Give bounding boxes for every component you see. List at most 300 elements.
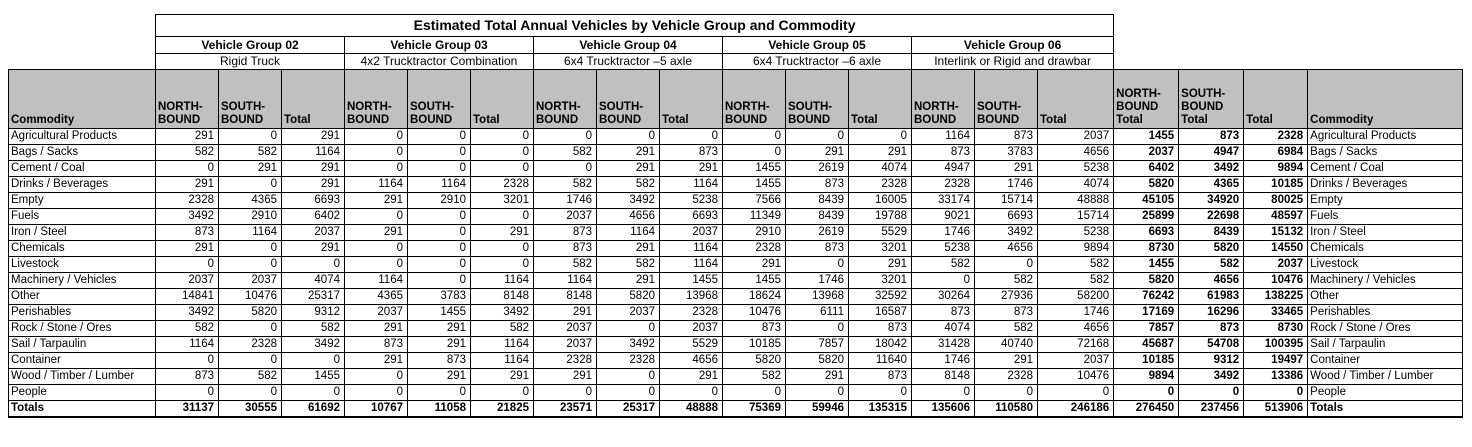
value-cell: 3783 [975, 145, 1038, 161]
table-row [9, 353, 1463, 369]
value-cell: 237456 [1179, 401, 1244, 418]
value-cell: 0 [471, 129, 534, 145]
value-cell: 7857 [1114, 321, 1179, 337]
value-cell: 582 [156, 145, 219, 161]
table-row [9, 129, 1463, 145]
value-cell: 0 [912, 385, 975, 401]
value-cell: 291 [219, 161, 282, 177]
value-cell: 19497 [1244, 353, 1308, 369]
value-cell: 2910 [219, 209, 282, 225]
value-cell: 1455 [408, 305, 471, 321]
value-cell: 0 [345, 145, 408, 161]
value-cell: 0 [408, 161, 471, 177]
value-cell: 6693 [975, 209, 1038, 225]
g06-northbound-header: NORTH-BOUND [912, 70, 975, 129]
value-cell: 9894 [1038, 241, 1114, 257]
value-cell: 0 [408, 273, 471, 289]
value-cell: 2328 [534, 353, 597, 369]
value-cell: 8439 [786, 209, 849, 225]
group-04-subtitle: 6x4 Trucktractor –5 axle [534, 54, 723, 70]
value-cell: 75369 [723, 401, 786, 418]
value-cell: 291 [282, 177, 345, 193]
commodity-cell-right: People [1308, 385, 1463, 401]
value-cell: 582 [975, 321, 1038, 337]
value-cell: 59946 [786, 401, 849, 418]
value-cell: 1746 [786, 273, 849, 289]
value-cell: 291 [156, 241, 219, 257]
value-cell: 0 [912, 273, 975, 289]
value-cell: 30555 [219, 401, 282, 418]
value-cell: 1746 [1038, 305, 1114, 321]
value-cell: 0 [156, 385, 219, 401]
value-cell: 582 [534, 145, 597, 161]
value-cell: 582 [1038, 273, 1114, 289]
value-cell: 873 [786, 241, 849, 257]
value-cell: 873 [1179, 321, 1244, 337]
value-cell: 0 [471, 385, 534, 401]
value-cell: 0 [471, 145, 534, 161]
value-cell: 2037 [597, 305, 660, 321]
value-cell: 582 [597, 257, 660, 273]
value-cell: 10476 [219, 289, 282, 305]
value-cell: 0 [219, 353, 282, 369]
value-cell: 3201 [471, 193, 534, 209]
value-cell: 40740 [975, 337, 1038, 353]
value-cell: 291 [408, 337, 471, 353]
g02-southbound-header: SOUTH-BOUND [219, 70, 282, 129]
g04-northbound-header: NORTH-BOUND [534, 70, 597, 129]
value-cell: 10185 [1114, 353, 1179, 369]
value-cell: 3492 [156, 305, 219, 321]
value-cell: 1164 [282, 145, 345, 161]
value-cell: 14550 [1244, 241, 1308, 257]
value-cell: 2037 [1114, 145, 1179, 161]
value-cell: 19788 [849, 209, 912, 225]
group-02-subtitle: Rigid Truck [156, 54, 345, 70]
value-cell: 22698 [1179, 209, 1244, 225]
value-cell: 2037 [1244, 257, 1308, 273]
table-row [9, 177, 1463, 193]
value-cell: 5820 [219, 305, 282, 321]
value-cell: 2328 [471, 177, 534, 193]
value-cell: 0 [723, 145, 786, 161]
value-cell: 0 [345, 385, 408, 401]
table-row [9, 257, 1463, 273]
g05-northbound-header: NORTH-BOUND [723, 70, 786, 129]
value-cell: 0 [849, 385, 912, 401]
value-cell: 2037 [660, 321, 723, 337]
value-cell: 246186 [1038, 401, 1114, 418]
value-cell: 0 [471, 209, 534, 225]
value-cell: 2037 [1038, 129, 1114, 145]
value-cell: 5820 [786, 353, 849, 369]
value-cell: 4365 [345, 289, 408, 305]
value-cell: 291 [975, 353, 1038, 369]
value-cell: 582 [1179, 257, 1244, 273]
totals-row [9, 401, 1463, 418]
value-cell: 6693 [282, 193, 345, 209]
value-cell: 2619 [786, 225, 849, 241]
value-cell: 1164 [156, 337, 219, 353]
value-cell: 21825 [471, 401, 534, 418]
value-cell: 3783 [408, 289, 471, 305]
commodity-cell-left: Perishables [9, 305, 156, 321]
value-cell: 1455 [723, 161, 786, 177]
value-cell: 582 [156, 321, 219, 337]
value-cell: 16587 [849, 305, 912, 321]
value-cell: 1455 [282, 369, 345, 385]
value-cell: 0 [534, 161, 597, 177]
value-cell: 0 [786, 321, 849, 337]
value-cell: 291 [660, 161, 723, 177]
commodity-cell-left: Livestock [9, 257, 156, 273]
southbound-total-header: SOUTH-BOUND Total [1179, 70, 1244, 129]
value-cell: 2328 [723, 241, 786, 257]
table-row [9, 321, 1463, 337]
value-cell: 4365 [219, 193, 282, 209]
value-cell: 58200 [1038, 289, 1114, 305]
value-cell: 291 [408, 321, 471, 337]
commodity-cell-right: Iron / Steel [1308, 225, 1463, 241]
value-cell: 16296 [1179, 305, 1244, 321]
commodity-cell-right: Bags / Sacks [1308, 145, 1463, 161]
value-cell: 10476 [723, 305, 786, 321]
value-cell: 31428 [912, 337, 975, 353]
commodity-cell-left: Other [9, 289, 156, 305]
commodity-cell-right: Other [1308, 289, 1463, 305]
value-cell: 34920 [1179, 193, 1244, 209]
value-cell: 0 [786, 257, 849, 273]
commodity-cell-right: Rock / Stone / Ores [1308, 321, 1463, 337]
value-cell: 2328 [660, 305, 723, 321]
value-cell: 10476 [1038, 369, 1114, 385]
value-cell: 0 [408, 209, 471, 225]
value-cell: 18624 [723, 289, 786, 305]
value-cell: 5238 [912, 241, 975, 257]
value-cell: 0 [723, 129, 786, 145]
value-cell: 291 [597, 161, 660, 177]
value-cell: 1164 [345, 177, 408, 193]
value-cell: 582 [534, 257, 597, 273]
value-cell: 2328 [1244, 129, 1308, 145]
commodity-cell-left: Rock / Stone / Ores [9, 321, 156, 337]
value-cell: 0 [660, 129, 723, 145]
value-cell: 3492 [975, 225, 1038, 241]
value-cell: 14841 [156, 289, 219, 305]
value-cell: 5820 [1114, 177, 1179, 193]
value-cell: 3201 [849, 273, 912, 289]
value-cell: 1455 [723, 273, 786, 289]
value-cell: 291 [786, 369, 849, 385]
table-row [9, 385, 1463, 401]
value-cell: 2037 [219, 273, 282, 289]
commodity-header-left: Commodity [9, 70, 156, 129]
value-cell: 873 [534, 241, 597, 257]
value-cell: 0 [1038, 385, 1114, 401]
value-cell: 0 [282, 353, 345, 369]
table-row [9, 369, 1463, 385]
value-cell: 5820 [723, 353, 786, 369]
value-cell: 582 [912, 257, 975, 273]
value-cell: 582 [282, 321, 345, 337]
g02-total-header: Total [282, 70, 345, 129]
commodity-cell-left: Agricultural Products [9, 129, 156, 145]
commodity-cell-right: Sail / Tarpaulin [1308, 337, 1463, 353]
value-cell: 291 [534, 369, 597, 385]
table-row [9, 145, 1463, 161]
value-cell: 72168 [1038, 337, 1114, 353]
value-cell: 15714 [975, 193, 1038, 209]
value-cell: 5238 [1038, 161, 1114, 177]
value-cell: 873 [912, 305, 975, 321]
value-cell: 25899 [1114, 209, 1179, 225]
value-cell: 1164 [660, 177, 723, 193]
value-cell: 8439 [1179, 225, 1244, 241]
value-cell: 0 [786, 385, 849, 401]
commodity-cell-right: Cement / Coal [1308, 161, 1463, 177]
value-cell: 2037 [345, 305, 408, 321]
value-cell: 0 [471, 241, 534, 257]
value-cell: 5238 [1038, 225, 1114, 241]
value-cell: 291 [660, 369, 723, 385]
value-cell: 873 [345, 337, 408, 353]
value-cell: 873 [912, 145, 975, 161]
table-row [9, 193, 1463, 209]
commodity-cell-right: Perishables [1308, 305, 1463, 321]
table-row [9, 305, 1463, 321]
value-cell: 6693 [660, 209, 723, 225]
value-cell: 0 [597, 129, 660, 145]
value-cell: 0 [282, 385, 345, 401]
commodity-cell-right: Livestock [1308, 257, 1463, 273]
value-cell: 13968 [786, 289, 849, 305]
value-cell: 582 [219, 369, 282, 385]
value-cell: 291 [345, 193, 408, 209]
value-cell: 582 [597, 177, 660, 193]
value-cell: 9312 [1179, 353, 1244, 369]
value-cell: 0 [408, 241, 471, 257]
value-cell: 4365 [1179, 177, 1244, 193]
value-cell: 11058 [408, 401, 471, 418]
value-cell: 3492 [156, 209, 219, 225]
spacer-cell [9, 37, 156, 54]
value-cell: 1164 [471, 353, 534, 369]
value-cell: 8148 [471, 289, 534, 305]
value-cell: 873 [156, 225, 219, 241]
value-cell: 0 [219, 257, 282, 273]
value-cell: 2619 [786, 161, 849, 177]
value-cell: 291 [534, 305, 597, 321]
value-cell: 0 [660, 385, 723, 401]
value-cell: 0 [408, 385, 471, 401]
table-row [9, 337, 1463, 353]
value-cell: 7857 [786, 337, 849, 353]
value-cell: 3492 [1179, 161, 1244, 177]
value-cell: 873 [1179, 129, 1244, 145]
spacer-cell [1114, 37, 1463, 54]
value-cell: 1164 [534, 273, 597, 289]
value-cell: 10185 [723, 337, 786, 353]
value-cell: 8730 [1244, 321, 1308, 337]
value-cell: 0 [1114, 385, 1179, 401]
value-cell: 291 [345, 225, 408, 241]
value-cell: 873 [723, 321, 786, 337]
value-cell: 0 [849, 129, 912, 145]
commodity-cell-left: Wood / Timber / Lumber [9, 369, 156, 385]
value-cell: 291 [156, 177, 219, 193]
value-cell: 0 [975, 257, 1038, 273]
group-06-subtitle: Interlink or Rigid and drawbar [912, 54, 1114, 70]
value-cell: 1746 [912, 353, 975, 369]
vehicle-type-row [9, 54, 1463, 70]
value-cell: 291 [975, 161, 1038, 177]
value-cell: 3492 [1179, 369, 1244, 385]
value-cell: 48888 [660, 401, 723, 418]
value-cell: 5820 [597, 289, 660, 305]
value-cell: 873 [786, 177, 849, 193]
value-cell: 873 [660, 145, 723, 161]
value-cell: 1746 [912, 225, 975, 241]
value-cell: 291 [345, 321, 408, 337]
value-cell: 1164 [408, 177, 471, 193]
value-cell: 25317 [597, 401, 660, 418]
commodity-cell-left: Bags / Sacks [9, 145, 156, 161]
value-cell: 45687 [1114, 337, 1179, 353]
value-cell: 4656 [1179, 273, 1244, 289]
vehicle-group-row [9, 37, 1463, 54]
value-cell: 9312 [282, 305, 345, 321]
table-row [9, 273, 1463, 289]
commodity-cell-left: Container [9, 353, 156, 369]
value-cell: 6402 [282, 209, 345, 225]
g03-total-header: Total [471, 70, 534, 129]
value-cell: 2037 [660, 225, 723, 241]
value-cell: 0 [723, 385, 786, 401]
value-cell: 4656 [1038, 321, 1114, 337]
value-cell: 61692 [282, 401, 345, 418]
value-cell: 6693 [1114, 225, 1179, 241]
value-cell: 873 [975, 129, 1038, 145]
value-cell: 0 [345, 241, 408, 257]
value-cell: 5529 [660, 337, 723, 353]
value-cell: 0 [1179, 385, 1244, 401]
value-cell: 0 [345, 129, 408, 145]
value-cell: 873 [849, 321, 912, 337]
g05-total-header: Total [849, 70, 912, 129]
value-cell: 2037 [534, 209, 597, 225]
totals-label-left: Totals [9, 401, 156, 418]
value-cell: 33465 [1244, 305, 1308, 321]
value-cell: 291 [723, 257, 786, 273]
g04-total-header: Total [660, 70, 723, 129]
value-cell: 2328 [219, 337, 282, 353]
value-cell: 4074 [849, 161, 912, 177]
value-cell: 27936 [975, 289, 1038, 305]
value-cell: 291 [849, 145, 912, 161]
value-cell: 76242 [1114, 289, 1179, 305]
value-cell: 582 [975, 273, 1038, 289]
commodity-cell-right: Fuels [1308, 209, 1463, 225]
value-cell: 3492 [597, 337, 660, 353]
g06-southbound-header: SOUTH-BOUND [975, 70, 1038, 129]
value-cell: 7566 [723, 193, 786, 209]
value-cell: 1455 [723, 177, 786, 193]
value-cell: 873 [156, 369, 219, 385]
value-cell: 0 [975, 385, 1038, 401]
value-cell: 0 [408, 145, 471, 161]
northbound-total-header: NORTH-BOUND Total [1114, 70, 1179, 129]
commodity-cell-left: Iron / Steel [9, 225, 156, 241]
g03-northbound-header: NORTH-BOUND [345, 70, 408, 129]
value-cell: 2328 [975, 369, 1038, 385]
value-cell: 1164 [660, 257, 723, 273]
value-cell: 2910 [723, 225, 786, 241]
value-cell: 3492 [471, 305, 534, 321]
value-cell: 1164 [219, 225, 282, 241]
value-cell: 6984 [1244, 145, 1308, 161]
group-05-label: Vehicle Group 05 [723, 37, 912, 54]
value-cell: 13386 [1244, 369, 1308, 385]
commodity-cell-left: Drinks / Beverages [9, 177, 156, 193]
value-cell: 15132 [1244, 225, 1308, 241]
value-cell: 0 [219, 129, 282, 145]
value-cell: 291 [786, 145, 849, 161]
group-03-subtitle: 4x2 Trucktractor Combination [345, 54, 534, 70]
value-cell: 4074 [282, 273, 345, 289]
value-cell: 291 [282, 241, 345, 257]
value-cell: 2037 [282, 225, 345, 241]
commodity-cell-right: Chemicals [1308, 241, 1463, 257]
commodity-cell-right: Machinery / Vehicles [1308, 273, 1463, 289]
value-cell: 9894 [1114, 369, 1179, 385]
table-row [9, 209, 1463, 225]
value-cell: 13968 [660, 289, 723, 305]
value-cell: 4947 [912, 161, 975, 177]
commodity-cell-right: Drinks / Beverages [1308, 177, 1463, 193]
value-cell: 291 [282, 161, 345, 177]
commodity-cell-right: Container [1308, 353, 1463, 369]
value-cell: 513906 [1244, 401, 1308, 418]
value-cell: 1164 [471, 273, 534, 289]
value-cell: 0 [597, 369, 660, 385]
value-cell: 4656 [1038, 145, 1114, 161]
value-cell: 11349 [723, 209, 786, 225]
value-cell: 0 [345, 257, 408, 273]
column-header-row [9, 70, 1463, 129]
value-cell: 17169 [1114, 305, 1179, 321]
value-cell: 0 [597, 385, 660, 401]
value-cell: 291 [345, 353, 408, 369]
value-cell: 0 [408, 257, 471, 273]
value-cell: 291 [849, 257, 912, 273]
value-cell: 1455 [660, 273, 723, 289]
value-cell: 135315 [849, 401, 912, 418]
value-cell: 0 [219, 321, 282, 337]
value-cell: 873 [975, 305, 1038, 321]
commodity-cell-right: Agricultural Products [1308, 129, 1463, 145]
value-cell: 45105 [1114, 193, 1179, 209]
value-cell: 291 [471, 225, 534, 241]
value-cell: 291 [597, 273, 660, 289]
value-cell: 2037 [534, 337, 597, 353]
value-cell: 1746 [534, 193, 597, 209]
group-03-label: Vehicle Group 03 [345, 37, 534, 54]
value-cell: 6402 [1114, 161, 1179, 177]
g02-northbound-header: NORTH-BOUND [156, 70, 219, 129]
value-cell: 582 [534, 177, 597, 193]
value-cell: 18042 [849, 337, 912, 353]
value-cell: 5529 [849, 225, 912, 241]
